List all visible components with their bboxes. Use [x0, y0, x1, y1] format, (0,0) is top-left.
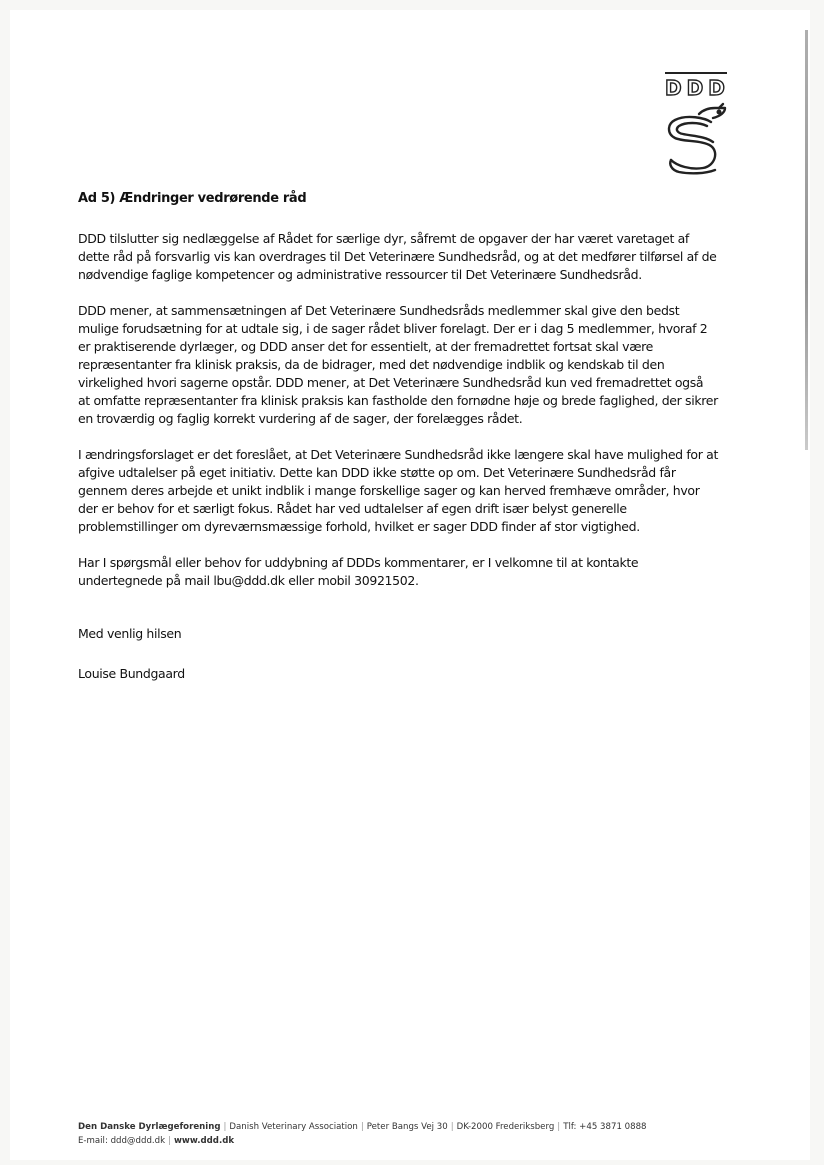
serpent-emblem-icon [663, 102, 729, 176]
footer-line-1 [78, 1120, 718, 1134]
footer-separator: | [360, 1122, 364, 1132]
ddd-logo [663, 72, 729, 176]
footer-org-name: Den Danske Dyrlægeforening [78, 1122, 221, 1132]
footer-line-2 [78, 1134, 718, 1148]
letterhead-footer [78, 1120, 718, 1148]
logo-rule [665, 72, 727, 74]
logo-text: DDD [665, 76, 730, 100]
footer-separator: | [223, 1122, 227, 1132]
footer-website: www.ddd.dk [173, 1136, 235, 1146]
signature-name: Louise Bundgaard [78, 666, 185, 681]
footer-address: Peter Bangs Vej 30 [366, 1122, 448, 1132]
footer-separator: | [168, 1136, 171, 1146]
footer-phone: Tlf: +45 3871 0888 [563, 1122, 647, 1132]
footer-email: E-mail: ddd@ddd.dk [78, 1136, 166, 1146]
footer-separator: | [450, 1122, 454, 1132]
scan-edge-shadow [805, 30, 808, 450]
section-heading: Ad 5) Ændringer vedrørende råd [78, 191, 307, 206]
footer-org-name-en: Danish Veterinary Association [229, 1122, 358, 1132]
paragraph: DDD mener, at sammensætningen af Det Veterinære Sundhedsråds medlemmer skal give den bedst mulige forudsætning for at udtale sig, i de sager rådet bliver forelagt. Der er i dag 5 medlemmer, hvoraf 2 er praktiserende dyrlæger, og DDD anser det for essentielt, at der fremadrettet fortsat skal være repræsentanter fra klinisk praksis, da de bidrager, med det nødvendige indblik og kendskab til den virkelighed hvori sagerne opstår. DDD mener, at Det Veterinære Sundhedsråd kun ved fremadrettet også at omfatte repræsentanter fra klinisk praksis kan fastholde den fornødne høje og brede faglighed, der sikrer en troværdig og faglig korrekt vurdering af de sager, der forelægges rådet. [78, 303, 718, 426]
paragraph: I ændringsforslaget er det foreslået, at Det Veterinære Sundhedsråd ikke længere skal have mulighed for at afgive udtalelser på eget initiativ. Dette kan DDD ikke støtte op om. Det Veterinære Sundhedsråd får gennem deres arbejde et unikt indblik i mange forskellige sager og kan herved fremhæve områder, hvor der er behov for et særligt fokus. Rådet har ved udtalelser af egen drift især belyst generelle problemstillinger om dyreværnsmæssige forhold, hvilket er sager DDD finder af stor vigtighed. [78, 447, 718, 534]
closing-greeting: Med venlig hilsen [78, 626, 182, 641]
paragraph: Har I spørgsmål eller behov for uddybning af DDDs kommentarer, er I velkomne til at kontakte undertegnede på mail lbu@ddd.dk eller mobil 30921502. [78, 555, 639, 588]
footer-city: DK-2000 Frederiksberg [456, 1122, 555, 1132]
footer-separator: | [557, 1122, 561, 1132]
paragraph: DDD tilslutter sig nedlæggelse af Rådet for særlige dyr, såfremt de opgaver der har været varetaget af dette råd på forsvarlig vis kan overdrages til Det Veterinære Sundhedsråd, og at det medfører tilførsel af de nødvendige faglige kompetencer og administrative ressourcer til Det Veterinære Sundhedsråd. [78, 231, 717, 282]
letter-body [78, 190, 718, 683]
